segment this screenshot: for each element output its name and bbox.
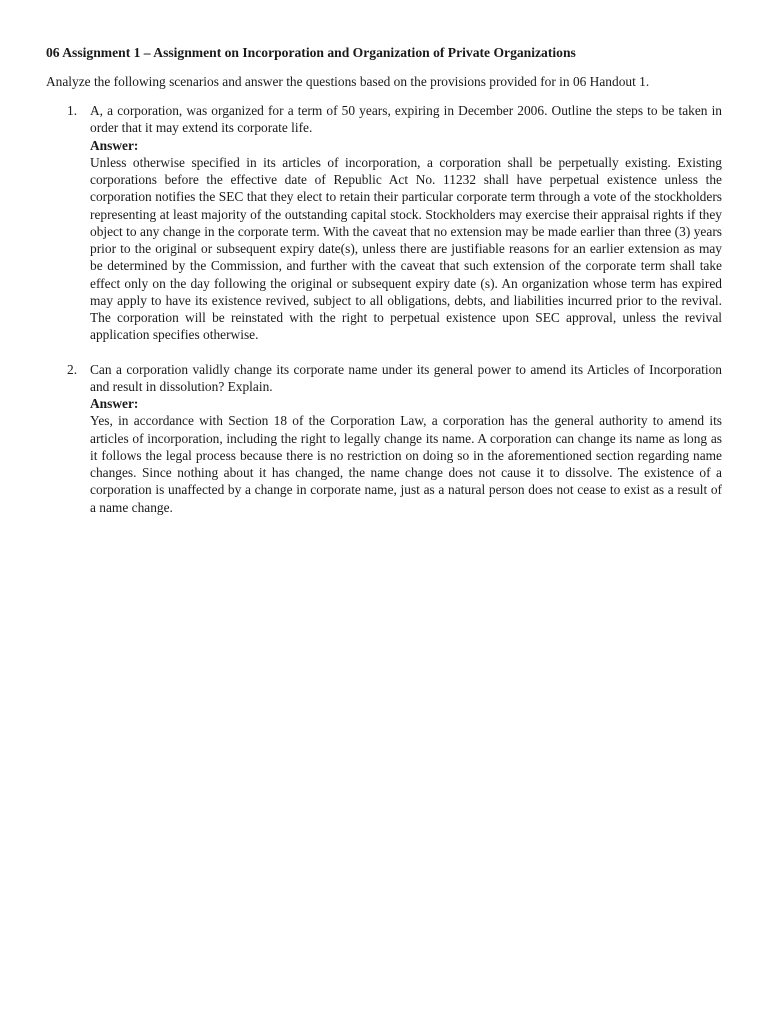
question-number: 1. xyxy=(67,103,78,118)
answer-text: Unless otherwise specified in its articles of incorporation, a corporation shall be perpetually existing. Existing corporations before the effective date of Republic Act No. 11232 shall have perpetual existence unless the corporation notifies the SEC that they elect to retain their particular corporate term through a vote of the stockholders representing at least majority of the outstanding capital stock. Stockholders may exercise their appraisal rights if they object to any change in the corporate term. With the caveat that no extension may be made earlier than three (3) years prior to the original or subsequent expiry date(s), unless there are justifiable reasons for an earlier extension as may be determined by the Commission, and further with the caveat that such extension of the corporate term shall take effect only on the day following the original or subsequent expiry date (s). An organization whose term has expired may apply to have its existence revived, subject to all obligations, debts, and liabilities incurred prior to the revival. The corporation will be reinstated with the right to perpetual existence upon SEC approval, unless the revival application specifies otherwise. xyxy=(90,154,722,343)
answer-label: Answer: xyxy=(90,137,139,153)
answer-text: Yes, in accordance with Section 18 of the Corporation Law, a corporation has the general authority to amend its articles of incorporation, including the right to legally change its name. A corporation can change its name as long as it follows the legal process because there is no restriction on doing so in the aforementioned section regarding name changes. Since nothing about it has changed, the name change does not cause it to dissolve. The existence of a corporation is unaffected by a change in corporate name, just as a natural person does not cease to exist as a result of a name change. xyxy=(90,413,722,515)
question-text: A, a corporation, was organized for a term of 50 years, expiring in December 2006. Outline the steps to be taken in order that it may extend its corporate life. xyxy=(90,103,722,136)
answer-label: Answer: xyxy=(90,396,139,411)
question-list xyxy=(46,102,722,516)
question-number: 2. xyxy=(67,361,78,377)
question-item-2 xyxy=(46,361,722,516)
question-text: Can a corporation validly change its corporate name under its general power to amend its Articles of Incorporation and result in dissolution? Explain. xyxy=(90,361,722,394)
document-page xyxy=(46,44,722,533)
instructions-text: Analyze the following scenarios and answer the questions based on the provisions provided for in 06 Handout 1. xyxy=(46,74,650,89)
question-item-1 xyxy=(46,102,722,344)
document-title: 06 Assignment 1 – Assignment on Incorporation and Organization of Private Organizations xyxy=(46,45,576,60)
